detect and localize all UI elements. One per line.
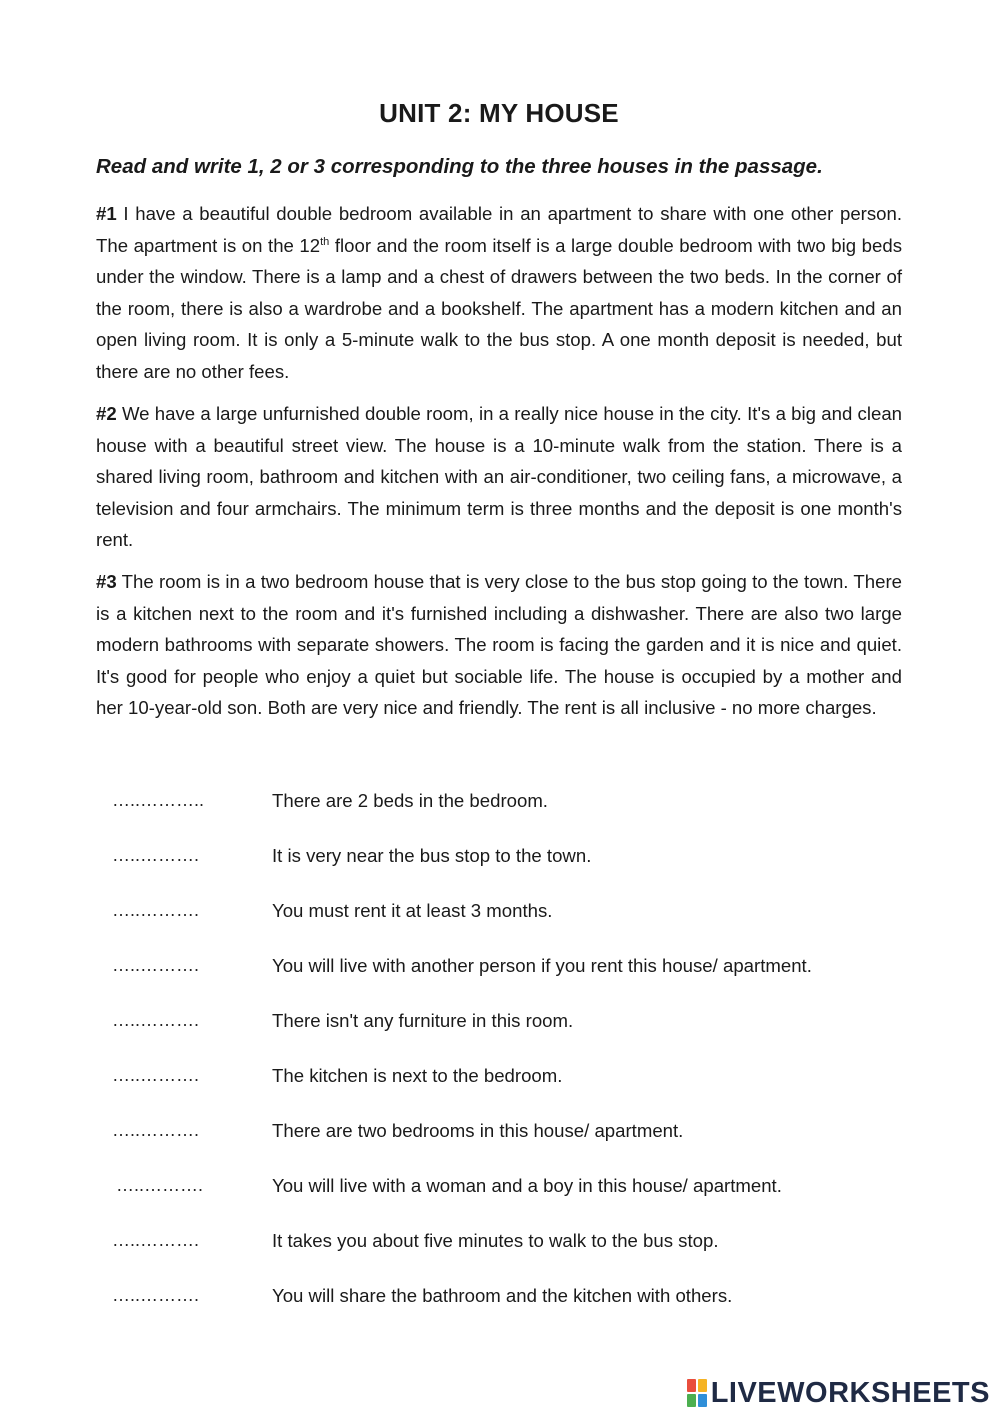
liveworksheets-logo [687,1377,990,1409]
question-text: You must rent it at least 3 months. [272,900,553,921]
question-text: You will share the bathroom and the kitchen with others. [272,1285,733,1306]
passage-label: #2 [96,403,117,424]
answer-input[interactable] [112,845,222,866]
question-text: You will live with a woman and a boy in this house/ apartment. [272,1175,782,1196]
question-text: There are 2 beds in the bedroom. [272,790,548,811]
answer-input[interactable] [112,1065,222,1086]
answer-input[interactable] [112,1285,222,1306]
question-text: It takes you about five minutes to walk to the bus stop. [272,1230,719,1251]
instruction: Read and write 1, 2 or 3 corresponding to the three houses in the passage. [96,155,823,178]
question-row [96,900,902,930]
passage-2 [96,398,902,556]
question-text: It is very near the bus stop to the town. [272,845,592,866]
answer-input[interactable] [112,790,222,811]
question-row [96,845,902,875]
passage-text: floor and the room itself is a large double bedroom with two big beds under the window. There is a lamp and a chest of drawers between the two beds. In the corner of the room, there is also a wardrobe and a bookshelf. The apartment has a modern kitchen and an open living room. It is only a 5-minute walk to the bus stop. A one month deposit is needed, but there are no other fees. [96,234,902,382]
logo-mark-icon [687,1379,707,1407]
answer-input[interactable] [116,1175,226,1196]
question-row [96,1175,902,1205]
answer-input[interactable] [112,1010,222,1031]
question-row [96,1285,902,1315]
logo-square [698,1394,707,1407]
answer-input[interactable] [112,1120,222,1141]
passage-label: #3 [96,571,117,592]
question-row [96,1065,902,1095]
answer-input[interactable] [112,1230,222,1251]
logo-square [698,1379,707,1392]
question-text: You will live with another person if you rent this house/ apartment. [272,955,812,976]
passage-1 [96,198,902,387]
passage-text: I have a beautiful double bedroom available in an apartment to share with one other person. The apartment is on the 12 [96,203,902,256]
question-text: There isn't any furniture in this room. [272,1010,574,1031]
answer-input[interactable] [112,900,222,921]
question-row [96,790,902,820]
question-row [96,1230,902,1260]
question-text: The kitchen is next to the bedroom. [272,1065,563,1086]
passage-label: #1 [96,203,117,224]
question-row [96,1120,902,1150]
passage-text: The room is in a two bedroom house that is very close to the bus stop going to the town. There is a kitchen next to the room and it's furnished including a dishwasher. There are also two large modern bathrooms with separate showers. The room is facing the garden and it is nice and quiet. It's good for people who enjoy a quiet but sociable life. The house is occupied by a mother and her 10-year-old son. Both are very nice and friendly. The rent is all inclusive - no more charges. [96,571,902,718]
page-title: UNIT 2: MY HOUSE [379,98,619,128]
question-row [96,955,902,985]
superscript: th [320,235,330,248]
answer-input[interactable] [112,955,222,976]
logo-square [687,1394,696,1407]
passage-text: We have a large unfurnished double room, in a really nice house in the city. It's a big and clean house with a beautiful street view. The house is a 10-minute walk from the station. There is a shared living room, bathroom and kitchen with an air-conditioner, two ceiling fans, a microwave, a television and four armchairs. The minimum term is three months and the deposit is one month's rent. [96,403,902,550]
logo-text: LIVEWORKSHEETS [710,1376,990,1409]
logo-square [687,1379,696,1392]
question-row [96,1010,902,1040]
passage-3 [96,566,902,724]
question-text: There are two bedrooms in this house/ apartment. [272,1120,684,1141]
